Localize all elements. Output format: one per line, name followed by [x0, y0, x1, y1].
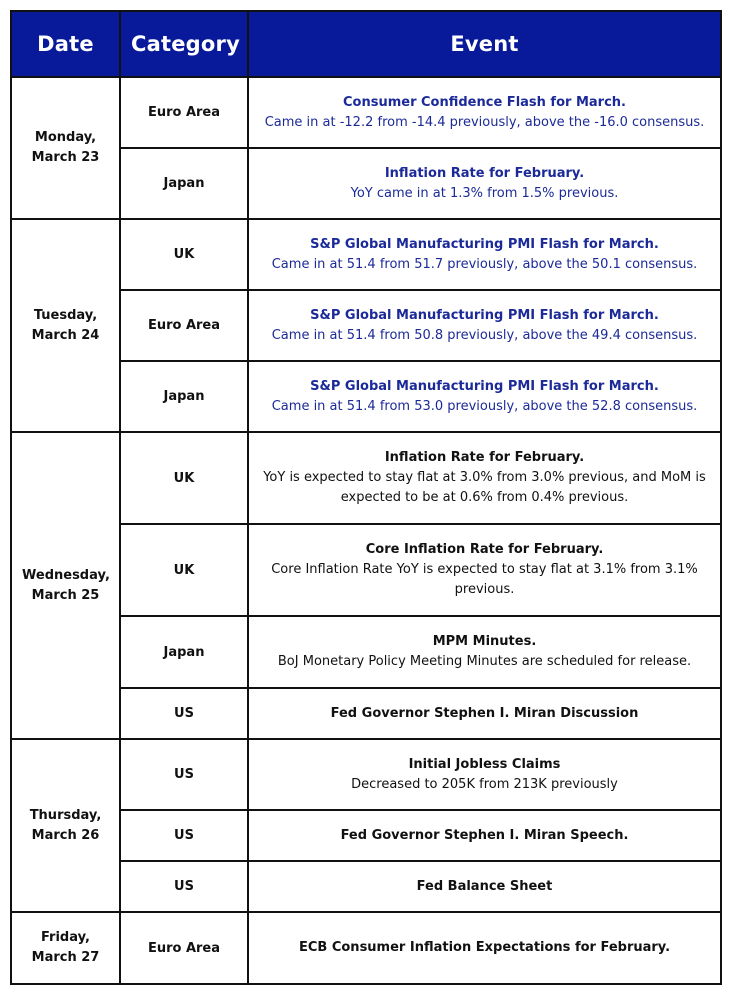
- header-row: [11, 11, 721, 77]
- event-cell: [248, 616, 721, 688]
- event-title: Core Inflation Rate for February.: [365, 542, 604, 557]
- event-cell: [248, 361, 721, 432]
- event-description: YoY came in at 1.3% from 1.5% previous.: [350, 185, 619, 201]
- event-title: Fed Governor Stephen I. Miran Discussion: [330, 705, 639, 721]
- event-cell: [248, 739, 721, 810]
- event-description: BoJ Monetary Policy Meeting Minutes are scheduled for release.: [277, 654, 692, 669]
- day-date: March 24: [31, 327, 100, 343]
- event-cell: [248, 77, 721, 148]
- event-cell: [248, 148, 721, 219]
- category-cell: UK: [120, 524, 248, 616]
- event-title: Consumer Confidence Flash for March.: [343, 94, 626, 110]
- category-cell: Japan: [120, 616, 248, 688]
- date-cell-tuesday: [11, 219, 120, 432]
- event-title: ECB Consumer Inflation Expectations for February.: [298, 940, 671, 955]
- event-description: Came in at 51.4 from 51.7 previously, above the 50.1 consensus.: [271, 256, 698, 272]
- category-cell: Euro Area: [120, 77, 248, 148]
- category-cell: UK: [120, 432, 248, 524]
- event-cell: [248, 810, 721, 861]
- event-description: Core Inflation Rate YoY is expected to stay flat at 3.1% from 3.1% previous.: [271, 562, 698, 597]
- category-cell: Euro Area: [120, 290, 248, 361]
- category-cell: US: [120, 810, 248, 861]
- event-description: Decreased to 205K from 213K previously: [351, 776, 618, 792]
- event-cell: [248, 432, 721, 524]
- event-title: S&P Global Manufacturing PMI Flash for March.: [310, 307, 659, 323]
- date-cell-wednesday: [11, 432, 120, 739]
- category-header: Category: [120, 11, 248, 77]
- event-title: S&P Global Manufacturing PMI Flash for March.: [310, 378, 659, 394]
- event-cell: [248, 688, 721, 739]
- category-cell: Euro Area: [120, 912, 248, 984]
- table-row: [11, 77, 721, 148]
- event-title: Inflation Rate for February.: [384, 165, 585, 181]
- economic-calendar-table: [10, 10, 722, 985]
- category-cell: US: [120, 688, 248, 739]
- day-date: March 27: [31, 950, 100, 965]
- event-description: Came in at -12.2 from -14.4 previously, above the -16.0 consensus.: [264, 114, 705, 130]
- day-date: March 25: [31, 587, 100, 603]
- day-date: March 23: [31, 150, 100, 165]
- event-title: Initial Jobless Claims: [408, 756, 561, 772]
- date-cell-monday: [11, 77, 120, 219]
- date-cell-thursday: [11, 739, 120, 912]
- event-cell: [248, 219, 721, 290]
- event-cell: [248, 861, 721, 912]
- day-name: Monday,: [34, 130, 97, 145]
- category-cell: Japan: [120, 148, 248, 219]
- category-cell: US: [120, 861, 248, 912]
- event-description: Came in at 51.4 from 50.8 previously, above the 49.4 consensus.: [271, 327, 698, 343]
- day-name: Thursday,: [29, 807, 102, 823]
- event-cell: [248, 290, 721, 361]
- category-cell: US: [120, 739, 248, 810]
- day-name: Friday,: [41, 930, 90, 945]
- day-date: March 26: [31, 827, 100, 843]
- table-row: [11, 912, 721, 984]
- date-cell-friday: [11, 912, 120, 984]
- table-row: [11, 739, 721, 810]
- event-title: S&P Global Manufacturing PMI Flash for March.: [310, 236, 659, 252]
- category-cell: UK: [120, 219, 248, 290]
- table-row: [11, 432, 721, 524]
- event-cell: [248, 524, 721, 616]
- event-description: YoY is expected to stay flat at 3.0% from 3.0% previous, and MoM is expected to be at 0.6% from 0.4% previous.: [263, 470, 706, 505]
- event-title: Inflation Rate for February.: [384, 450, 585, 465]
- event-title: MPM Minutes.: [432, 634, 537, 649]
- day-name: Wednesday,: [22, 567, 110, 583]
- event-header: Event: [248, 11, 721, 77]
- event-description: Came in at 51.4 from 53.0 previously, above the 52.8 consensus.: [271, 398, 698, 414]
- category-cell: Japan: [120, 361, 248, 432]
- table-row: [11, 219, 721, 290]
- date-header: Date: [11, 11, 120, 77]
- event-title: Fed Balance Sheet: [416, 878, 553, 894]
- event-title: Fed Governor Stephen I. Miran Speech.: [340, 827, 629, 843]
- event-cell: [248, 912, 721, 984]
- day-name: Tuesday,: [33, 307, 98, 323]
